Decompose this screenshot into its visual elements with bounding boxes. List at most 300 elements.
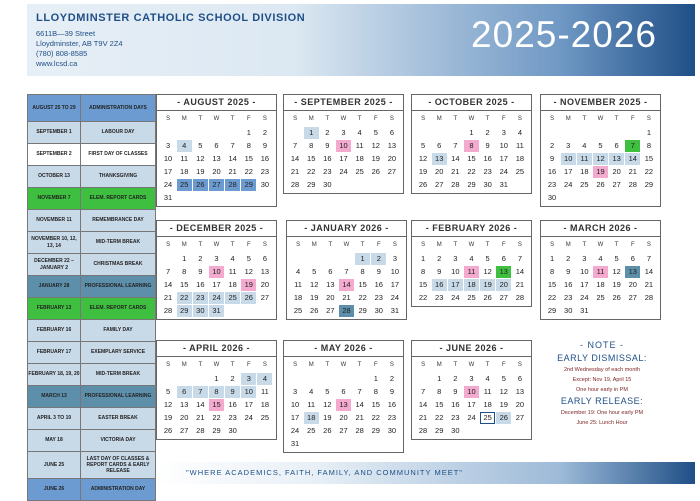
weekday-label: W	[468, 362, 475, 368]
month-calendar	[283, 340, 404, 453]
calendar-day: 28	[290, 179, 300, 189]
calendar-day: 9	[262, 140, 267, 150]
calendar-day: 20	[212, 166, 221, 176]
calendar-day: 14	[355, 399, 364, 409]
calendar-day: 8	[182, 266, 187, 276]
empty-day-cell	[209, 127, 224, 139]
month-calendar	[286, 220, 407, 320]
calendar-day: 9	[437, 266, 442, 276]
calendar-day: 1	[646, 127, 651, 137]
legend-date: FEBRUARY 13	[28, 298, 81, 319]
calendar-day: 13	[336, 399, 351, 411]
legend-description: FAMILY DAY	[81, 320, 155, 341]
legend-date: MAY 18	[28, 430, 81, 451]
calendar-day: 19	[480, 279, 495, 291]
calendar-day: 12	[196, 153, 205, 163]
weekday-label: T	[582, 116, 587, 122]
calendar-day: 7	[357, 386, 362, 396]
calendar-day: 21	[163, 292, 173, 302]
calendar-day: 11	[516, 140, 524, 150]
weekday-label: F	[373, 362, 378, 368]
calendar-day: 9	[225, 386, 240, 398]
legend-date: NOVEMBER 10, 12, 13, 14	[28, 232, 81, 253]
calendar-day: 17	[339, 153, 348, 163]
calendar-day: 4	[357, 127, 362, 137]
calendar-day: 3	[582, 253, 587, 263]
month-title: - NOVEMBER 2025 -	[541, 95, 660, 111]
calendar-day: 29	[177, 305, 192, 317]
calendar-day: 13	[496, 266, 511, 278]
weekday-label: T	[485, 242, 490, 248]
legend-row	[28, 386, 155, 408]
calendar-day: 18	[355, 153, 364, 163]
calendar-day: 11	[294, 279, 302, 289]
weekday-label: F	[501, 362, 506, 368]
calendar-day: 21	[418, 412, 428, 422]
legend-description: LAST DAY OF CLASSES & REPORT CARDS & EARLY RELEASE	[81, 452, 155, 478]
month-calendar	[156, 220, 277, 320]
weekday-label: M	[308, 116, 314, 122]
calendar-day: 12	[310, 279, 319, 289]
calendar-day: 29	[371, 425, 380, 435]
weekday-label: W	[597, 242, 604, 248]
calendar-day: 7	[625, 140, 640, 152]
calendar-day: 12	[418, 153, 428, 163]
calendar-day: 29	[358, 305, 367, 315]
weekday-label: T	[328, 242, 333, 248]
weekday-label: S	[421, 362, 426, 368]
calendar-day: 19	[593, 166, 608, 178]
weekday-label: T	[582, 242, 587, 248]
calendar-day: 25	[293, 305, 303, 315]
legend-row	[28, 364, 155, 386]
calendar-day: 15	[547, 279, 557, 289]
calendar-day: 26	[163, 425, 173, 435]
empty-day-cell	[323, 253, 338, 265]
calendar-day: 13	[432, 153, 447, 165]
calendar-day: 25	[515, 166, 525, 176]
calendar-day: 2	[549, 140, 555, 150]
calendar-day: 2	[453, 373, 458, 383]
calendar-day: 9	[566, 266, 571, 276]
weekday-label: T	[360, 242, 365, 248]
calendar-day: 20	[260, 279, 270, 289]
calendar-day: 2	[371, 253, 386, 265]
calendar-day: 13	[212, 153, 221, 163]
empty-day-cell	[416, 373, 431, 385]
phone-number: (780) 808-8585	[36, 49, 88, 58]
month-calendar	[540, 220, 661, 320]
calendar-day: 27	[339, 425, 348, 435]
calendar-day: 29	[547, 305, 557, 315]
weekday-label: T	[357, 116, 362, 122]
weekday-label: T	[357, 362, 362, 368]
weekday-label: S	[392, 242, 397, 248]
calendar-day: 24	[163, 179, 173, 189]
calendar-day: 31	[163, 192, 173, 202]
calendar-day: 20	[435, 166, 444, 176]
legend-description: ELEM. REPORT CARDS	[81, 298, 155, 319]
calendar-day: 31	[390, 305, 400, 315]
calendar-day: 26	[596, 179, 605, 189]
weekday-label: S	[389, 116, 394, 122]
calendar-day: 28	[355, 425, 364, 435]
calendar-day: 22	[212, 412, 221, 422]
empty-day-cell	[448, 127, 463, 139]
calendar-day: 26	[483, 292, 492, 302]
calendar-day: 1	[549, 253, 555, 263]
calendar-day: 20	[180, 412, 189, 422]
empty-day-cell	[193, 127, 208, 139]
calendar-day: 27	[180, 425, 189, 435]
legend-date: JUNE 26	[28, 479, 81, 500]
calendar-day: 31	[580, 305, 589, 315]
weekday-label: W	[213, 362, 220, 368]
weekday-label: S	[389, 362, 394, 368]
weekday-label: M	[181, 116, 187, 122]
calendar-day: 14	[625, 153, 640, 165]
calendar-day: 3	[241, 373, 256, 385]
calendar-day: 28	[628, 179, 637, 189]
calendar-day: 23	[451, 412, 460, 422]
calendar-day: 14	[451, 153, 460, 163]
calendar-day: 16	[196, 279, 205, 289]
empty-day-cell	[352, 373, 367, 385]
weekday-label: S	[166, 242, 171, 248]
calendar-day: 3	[341, 127, 346, 137]
legend-row	[28, 298, 155, 320]
calendar-day: 27	[387, 166, 397, 176]
calendar-day: 13	[625, 266, 640, 278]
early-release-heading: EARLY RELEASE:	[560, 396, 644, 406]
website-link[interactable]: www.lcsd.ca	[36, 59, 78, 68]
calendar-day: 28	[196, 425, 205, 435]
legend-date: OCTOBER 13	[28, 166, 81, 187]
calendar-day: 9	[453, 386, 458, 396]
calendar-day: 8	[209, 386, 224, 398]
calendar-day: 31	[209, 305, 224, 317]
legend-date: FEBRUARY 16	[28, 320, 81, 341]
calendar-day: 3	[392, 253, 397, 263]
calendar-day: 21	[644, 279, 654, 289]
calendar-day: 8	[646, 140, 651, 150]
legend-description: EXEMPLARY SERVICE	[81, 342, 155, 363]
calendar-day: 8	[437, 386, 442, 396]
calendar-day: 6	[214, 140, 219, 150]
calendar-day: 9	[485, 140, 490, 150]
weekday-label: F	[630, 116, 635, 122]
calendar-day: 30	[323, 179, 332, 189]
calendar-day: 21	[342, 292, 351, 302]
calendar-day: 24	[580, 292, 589, 302]
calendar-day: 30	[564, 305, 573, 315]
calendar-day: 29	[467, 179, 476, 189]
legend-description: PROFESSIONAL LEARNING	[81, 386, 155, 407]
weekday-label: F	[376, 242, 381, 248]
calendar-day: 31	[499, 179, 508, 189]
weekday-label: S	[517, 362, 522, 368]
legend-date: DECEMBER 22 – JANUARY 2	[28, 254, 81, 275]
calendar-day: 15	[180, 279, 189, 289]
calendar-day: 27	[326, 305, 335, 315]
weekday-label: S	[262, 362, 267, 368]
calendar-day: 21	[196, 412, 205, 422]
calendar-day: 12	[163, 399, 173, 409]
calendar-day: 24	[390, 292, 400, 302]
calendar-day: 8	[309, 140, 314, 150]
calendar-day: 24	[499, 166, 508, 176]
calendar-day: 26	[323, 425, 332, 435]
legend-row	[28, 210, 155, 232]
legend-date: JANUARY 28	[28, 276, 81, 297]
calendar-day: 25	[260, 412, 270, 422]
weekday-label: T	[485, 116, 490, 122]
month-title: - AUGUST 2025 -	[157, 95, 276, 111]
month-title: - SEPTEMBER 2025 -	[284, 95, 403, 111]
calendar-day: 30	[387, 425, 397, 435]
legend-description: MID-TERM BREAK	[81, 364, 155, 385]
early-dismissal-line: One hour early in PM	[576, 387, 628, 393]
calendar-day: 17	[499, 153, 508, 163]
weekday-label: T	[198, 116, 203, 122]
calendar-day: 26	[310, 305, 319, 315]
calendar-day: 15	[435, 399, 444, 409]
calendar-day: 18	[515, 153, 525, 163]
calendar-day: 17	[467, 399, 476, 409]
calendar-day: 13	[609, 153, 624, 165]
calendar-day: 17	[244, 399, 253, 409]
weekday-label: S	[293, 362, 298, 368]
month-title: - MARCH 2026 -	[541, 221, 660, 237]
calendar-day: 6	[614, 140, 619, 150]
calendar-day: 6	[517, 373, 522, 383]
calendar-day: 11	[577, 153, 592, 165]
calendar-day: 1	[214, 373, 219, 383]
month-title: - OCTOBER 2025 -	[412, 95, 531, 111]
empty-day-cell	[593, 127, 608, 139]
calendar-day: 20	[339, 412, 348, 422]
empty-day-cell	[177, 373, 192, 385]
legend-date: FEBRUARY 17	[28, 342, 81, 363]
calendar-day: 28	[225, 179, 240, 191]
calendar-day: 13	[387, 140, 397, 150]
calendar-day: 19	[310, 292, 319, 302]
calendar-day: 15	[244, 153, 253, 163]
calendar-day: 27	[515, 412, 525, 422]
calendar-day: 5	[198, 140, 203, 150]
legend-row	[28, 188, 155, 210]
weekday-label: S	[296, 242, 301, 248]
calendar-day: 21	[451, 166, 460, 176]
calendar-day: 27	[612, 179, 621, 189]
empty-day-cell	[545, 127, 560, 139]
calendar-day: 21	[628, 166, 637, 176]
calendar-day: 24	[339, 166, 348, 176]
calendar-day: 6	[177, 386, 192, 398]
calendar-day: 8	[373, 386, 378, 396]
calendar-day: 23	[387, 412, 397, 422]
calendar-day: 14	[644, 266, 654, 276]
calendar-day: 4	[257, 373, 272, 385]
calendar-day: 5	[373, 127, 378, 137]
calendar-day: 5	[614, 253, 619, 263]
calendar-day: 22	[467, 166, 476, 176]
calendar-day: 16	[228, 399, 237, 409]
weekday-label: S	[262, 242, 267, 248]
calendar-day: 30	[193, 305, 208, 317]
calendar-day: 9	[549, 153, 555, 163]
weekday-label: S	[517, 116, 522, 122]
calendar-day: 25	[580, 179, 589, 189]
calendar-day: 27	[209, 179, 224, 191]
weekday-label: M	[436, 242, 442, 248]
calendar-day: 20	[515, 399, 525, 409]
calendar-day: 20	[612, 166, 621, 176]
calendar-day: 30	[260, 179, 270, 189]
weekday-label: T	[198, 242, 203, 248]
legend-date: MARCH 13	[28, 386, 81, 407]
legend-date: AUGUST 25 TO 29	[28, 95, 81, 121]
legend-row	[28, 166, 155, 188]
calendar-day: 25	[480, 412, 495, 424]
calendar-day: 11	[261, 386, 269, 396]
calendar-day: 12	[483, 266, 492, 276]
legend-date: SEPTEMBER 1	[28, 122, 81, 143]
calendar-day: 12	[323, 399, 332, 409]
calendar-day: 9	[325, 140, 330, 150]
legend-date: FEBRUARY 18, 19, 20	[28, 364, 81, 385]
month-calendar	[283, 94, 404, 194]
calendar-day: 1	[373, 373, 378, 383]
weekday-label: T	[198, 362, 203, 368]
empty-day-cell	[339, 253, 354, 265]
calendar-day: 18	[304, 412, 319, 424]
calendar-day: 7	[517, 253, 522, 263]
weekday-label: M	[311, 242, 317, 248]
calendar-day: 24	[451, 292, 460, 302]
calendar-day: 19	[241, 279, 256, 291]
calendar-day: 24	[290, 425, 300, 435]
empty-day-cell	[625, 127, 640, 139]
calendar-day: 28	[451, 179, 460, 189]
month-calendar	[411, 340, 532, 440]
empty-day-cell	[193, 373, 208, 385]
calendar-day: 19	[163, 412, 173, 422]
calendar-day: 4	[485, 373, 490, 383]
calendar-day: 14	[290, 153, 300, 163]
calendar-day: 6	[328, 266, 333, 276]
calendar-day: 1	[182, 253, 187, 263]
calendar-day: 26	[418, 179, 428, 189]
calendar-day: 18	[580, 166, 589, 176]
empty-day-cell	[161, 127, 176, 139]
weekday-label: F	[246, 242, 251, 248]
calendar-day: 17	[564, 166, 573, 176]
calendar-day: 16	[483, 153, 492, 163]
legend-description: ELEM. REPORT CARDS	[81, 188, 155, 209]
legend-description: FIRST DAY OF CLASSES	[81, 144, 155, 165]
calendar-day: 8	[360, 266, 365, 276]
calendar-day: 10	[451, 266, 460, 276]
calendar-day: 22	[177, 292, 192, 304]
empty-day-cell	[304, 373, 319, 385]
calendar-day: 22	[371, 412, 380, 422]
legend-description: CHRISTMAS BREAK	[81, 254, 155, 275]
calendar-day: 7	[165, 266, 171, 276]
calendar-day: 24	[244, 412, 253, 422]
legend-row	[28, 479, 155, 500]
weekday-label: M	[181, 362, 187, 368]
calendar-day: 12	[371, 140, 380, 150]
weekday-label: S	[646, 116, 651, 122]
weekday-label: M	[436, 116, 442, 122]
note-title: - NOTE -	[580, 340, 624, 350]
calendar-day: 3	[566, 140, 571, 150]
weekday-label: T	[614, 242, 619, 248]
calendar-day: 30	[483, 179, 492, 189]
calendar-day: 1	[355, 253, 370, 265]
calendar-day: 29	[212, 425, 221, 435]
calendar-day: 18	[228, 279, 237, 289]
calendar-day: 18	[180, 166, 189, 176]
legend-date: NOVEMBER 11	[28, 210, 81, 231]
calendar-day: 26	[496, 412, 511, 424]
calendar-day: 22	[547, 292, 557, 302]
empty-day-cell	[161, 253, 176, 265]
calendar-day: 15	[371, 399, 380, 409]
calendar-day: 20	[387, 153, 397, 163]
calendar-day: 21	[290, 166, 300, 176]
calendar-day: 13	[326, 279, 335, 289]
weekday-label: M	[308, 362, 314, 368]
calendar-day: 3	[214, 253, 219, 263]
calendar-day: 11	[228, 266, 237, 276]
early-dismissal-heading: EARLY DISMISSAL:	[557, 353, 647, 363]
calendar-day: 26	[612, 292, 621, 302]
weekday-label: W	[343, 242, 350, 248]
month-calendar	[411, 94, 532, 194]
calendar-day: 2	[437, 253, 442, 263]
weekday-label: F	[501, 116, 506, 122]
calendar-day: 16	[564, 279, 573, 289]
calendar-day: 23	[374, 292, 383, 302]
calendar-day: 26	[241, 292, 256, 304]
calendar-day: 16	[387, 399, 397, 409]
calendar-day: 21	[515, 279, 525, 289]
calendar-day: 13	[515, 386, 525, 396]
month-title: - APRIL 2026 -	[157, 341, 276, 357]
calendar-day: 5	[501, 373, 506, 383]
school-year-title: 2025-2026	[471, 14, 657, 55]
calendar-day: 16	[432, 279, 447, 291]
calendar-day: 19	[499, 399, 508, 409]
weekday-label: W	[468, 242, 475, 248]
calendar-day: 5	[485, 253, 490, 263]
weekday-label: S	[293, 116, 298, 122]
legend-description: VICTORIA DAY	[81, 430, 155, 451]
calendar-day: 23	[547, 179, 557, 189]
calendar-day: 11	[464, 266, 479, 278]
calendar-day: 23	[193, 292, 208, 304]
weekday-label: W	[340, 116, 347, 122]
month-calendar	[156, 94, 277, 207]
empty-day-cell	[291, 253, 306, 265]
calendar-day: 11	[307, 399, 316, 409]
empty-day-cell	[161, 373, 176, 385]
legend-description: THANKSGIVING	[81, 166, 155, 187]
legend-row	[28, 320, 155, 342]
calendar-day: 4	[230, 253, 235, 263]
